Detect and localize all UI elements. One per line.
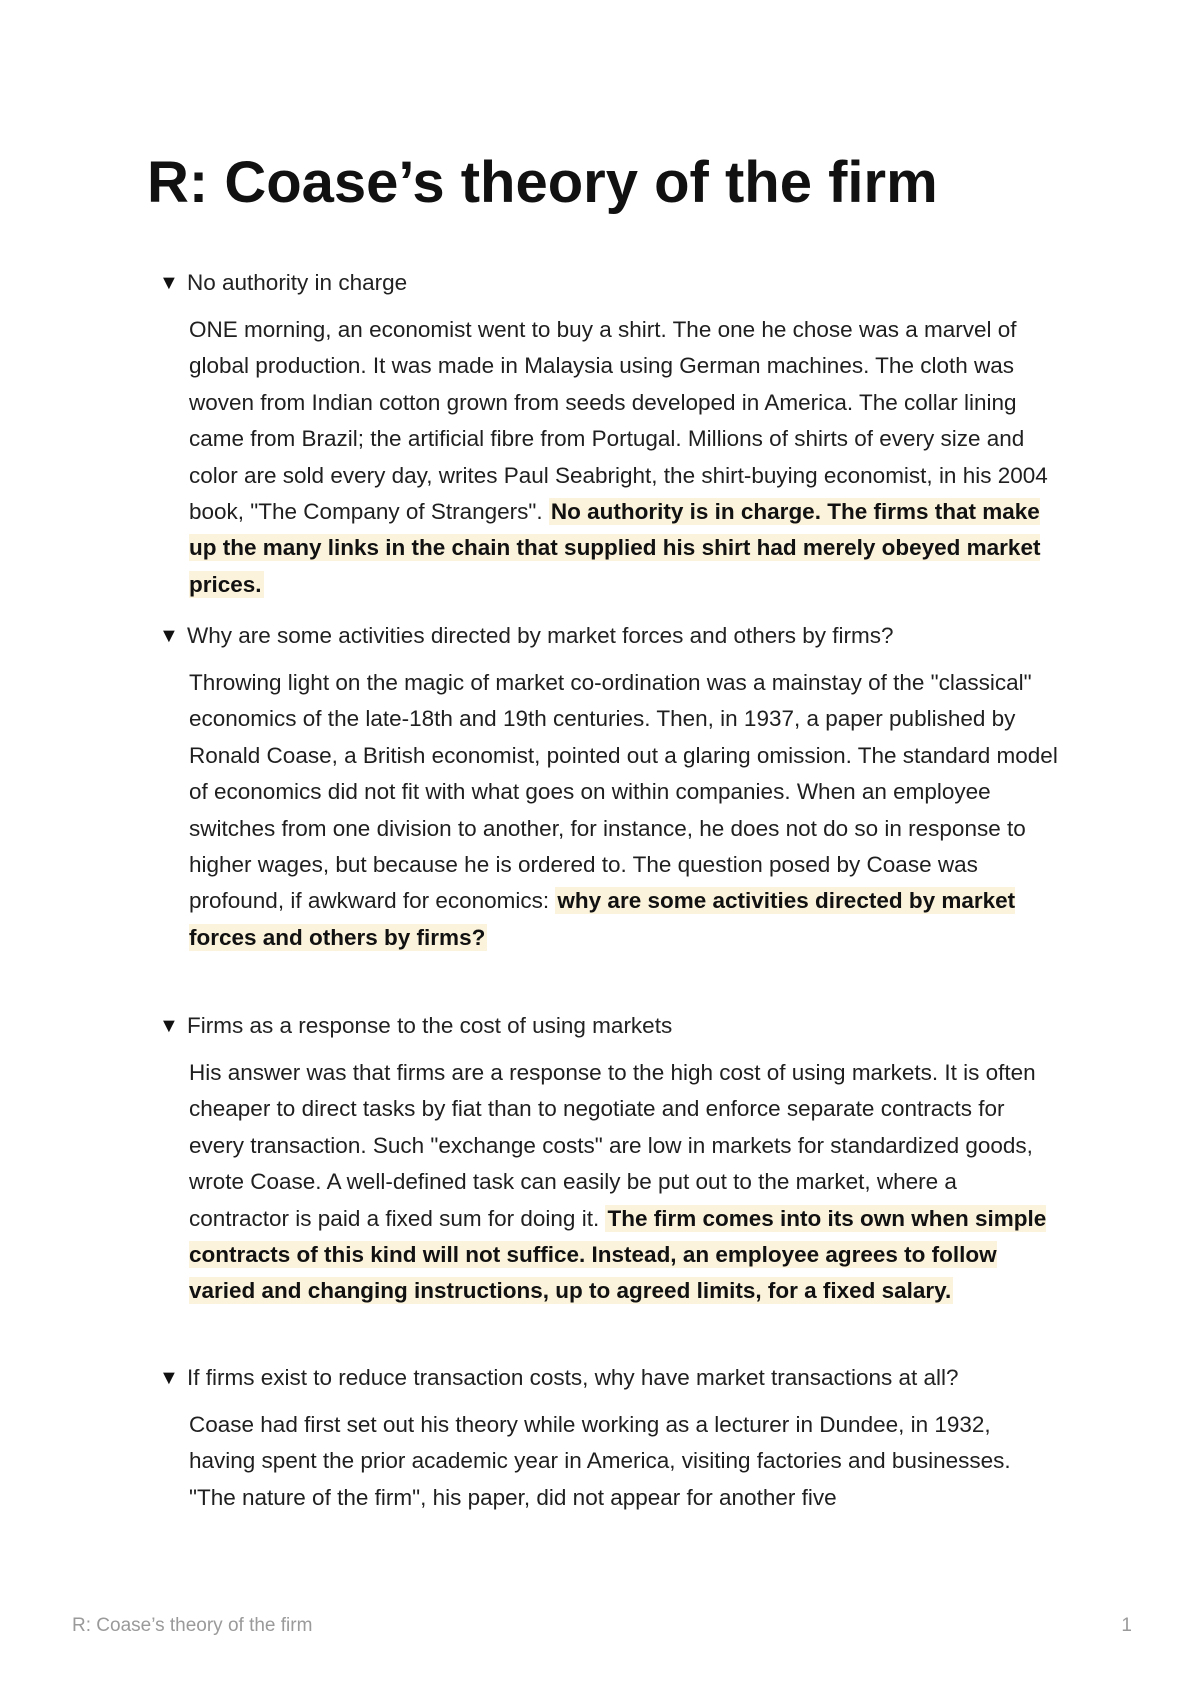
paragraph-text: Throwing light on the magic of market co-ordination was a mainstay of the "classical" economics of the late-18th and 19th centuries. Then, in 1937, a paper published by Ronald Coase, a British economist, pointed out a glaring omission. The standard model of economics did not fit with what goes on within companies. When an employee switches from one division to another, for instance, he does not do so in response to higher wages, but because he is ordered to. The question posed by Coase was profound, if awkward for economics:: [189, 670, 1058, 914]
triangle-down-icon[interactable]: ▼: [159, 625, 179, 647]
paragraph: [189, 1055, 1059, 1310]
toggle-header[interactable]: [159, 621, 1059, 651]
highlighted-text: The firm comes into its own when simple contracts of this kind will not suffice. Instead, an employee agrees to follow varied and changing instructions, up to agreed limits, for a fixed salary.: [189, 1205, 1047, 1304]
toggle-header[interactable]: [159, 268, 1059, 298]
page-number: 1: [1121, 1615, 1132, 1636]
paragraph-text: His answer was that firms are a response to the high cost of using markets. It is often cheaper to direct tasks by fiat than to negotiate and enforce separate contracts for every transaction. Such "exchange costs" are low in markets for standardized goods, wrote Coase. A well-defined task can easily be put out to the market, where a contractor is paid a fixed sum for doing it.: [189, 1060, 1036, 1231]
triangle-down-icon[interactable]: ▼: [159, 1015, 179, 1037]
paragraph: [189, 1407, 1059, 1516]
toggle-section-no-authority: [159, 268, 1059, 603]
paragraph-text: Coase had first set out his theory while working as a lecturer in Dundee, in 1932, having spent the prior academic year in America, visiting factories and businesses. "The nature of the firm", his paper, did not appear for another five: [189, 1412, 1011, 1510]
toggle-content: [189, 1055, 1059, 1310]
footer-title: R: Coase’s theory of the firm: [72, 1615, 313, 1636]
triangle-down-icon[interactable]: ▼: [159, 1367, 179, 1389]
toggle-content: [189, 1407, 1059, 1516]
toggle-content: [189, 665, 1059, 956]
toggle-heading: No authority in charge: [187, 270, 408, 295]
toggle-heading: If firms exist to reduce transaction costs, why have market transactions at all?: [187, 1365, 959, 1390]
toggle-header[interactable]: [159, 1011, 1059, 1041]
highlighted-text: No authority is in charge. The firms that make up the many links in the chain that supplied his shirt had merely obeyed market prices.: [189, 499, 1041, 597]
toggle-content: [189, 312, 1059, 603]
paragraph-text: ONE morning, an economist went to buy a shirt. The one he chose was a marvel of global production. It was made in Malaysia using German machines. The cloth was woven from Indian cotton grown from seeds developed in America. The collar lining came from Brazil; the artificial fibre from Portugal. Millions of shirts of every size and color are sold every day, writes Paul Seabright, the shirt-buying economist, in his 2004 book, "The Company of Strangers".: [189, 317, 1048, 525]
toggle-section-transaction-costs: [159, 1363, 1059, 1516]
paragraph: [189, 665, 1059, 956]
page-title: R: Coase’s theory of the firm: [147, 150, 938, 215]
toggle-header[interactable]: [159, 1363, 1059, 1393]
toggle-section-cost-of-markets: [159, 1011, 1059, 1310]
triangle-down-icon[interactable]: ▼: [159, 272, 179, 294]
toggle-section-market-vs-firms: [159, 621, 1059, 956]
highlighted-text: why are some activities directed by market forces and others by firms?: [189, 888, 1016, 950]
paragraph: [189, 312, 1059, 603]
toggle-heading: Firms as a response to the cost of using markets: [187, 1013, 673, 1038]
toggle-heading: Why are some activities directed by market forces and others by firms?: [187, 623, 894, 648]
